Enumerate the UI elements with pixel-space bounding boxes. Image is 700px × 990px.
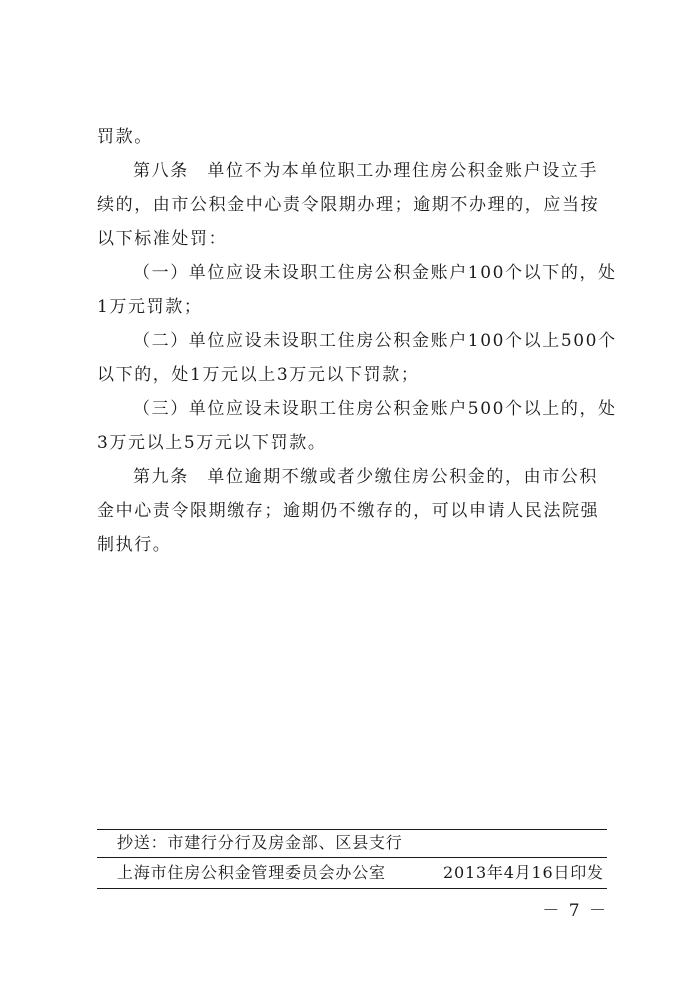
body-line-1: 罚款。 [97, 127, 153, 147]
body-line-6: 1万元罚款； [97, 297, 203, 317]
footer-bottom-rule [97, 888, 607, 889]
page-number: － 7 － [542, 901, 608, 921]
footer-top-rule [97, 829, 607, 830]
body-line-12: 金中心责令限期缴存；逾期仍不缴存的，可以申请人民法院强 [97, 501, 600, 521]
footer-middle-rule [97, 857, 607, 858]
article-8-heading-line: 第八条 单位不为本单位职工办理住房公积金账户设立手 [133, 161, 598, 181]
cc-line: 抄送：市建行分行及房金部、区县支行 [117, 833, 403, 852]
article-9-heading-line: 第九条 单位逾期不缴或者少缴住房公积金的，由市公积 [133, 467, 598, 487]
body-line-8: 以下的，处1万元以上3万元以下罚款； [97, 365, 420, 385]
clause-3-line: （三）单位应设未设职工住房公积金账户500个以上的，处 [133, 399, 617, 419]
clause-2-line: （二）单位应设未设职工住房公积金账户100个以上500个 [133, 331, 617, 351]
issue-date: 2013年4月16日印发 [443, 863, 604, 882]
body-line-3: 续的，由市公积金中心责令限期办理；逾期不办理的，应当按 [97, 195, 600, 215]
body-line-10: 3万元以上5万元以下罚款。 [97, 433, 327, 453]
clause-1-line: （一）单位应设未设职工住房公积金账户100个以下的，处 [133, 263, 617, 283]
body-line-4: 以下标准处罚： [97, 229, 228, 249]
issuer-name: 上海市住房公积金管理委员会办公室 [117, 863, 386, 882]
body-line-13: 制执行。 [97, 535, 172, 555]
